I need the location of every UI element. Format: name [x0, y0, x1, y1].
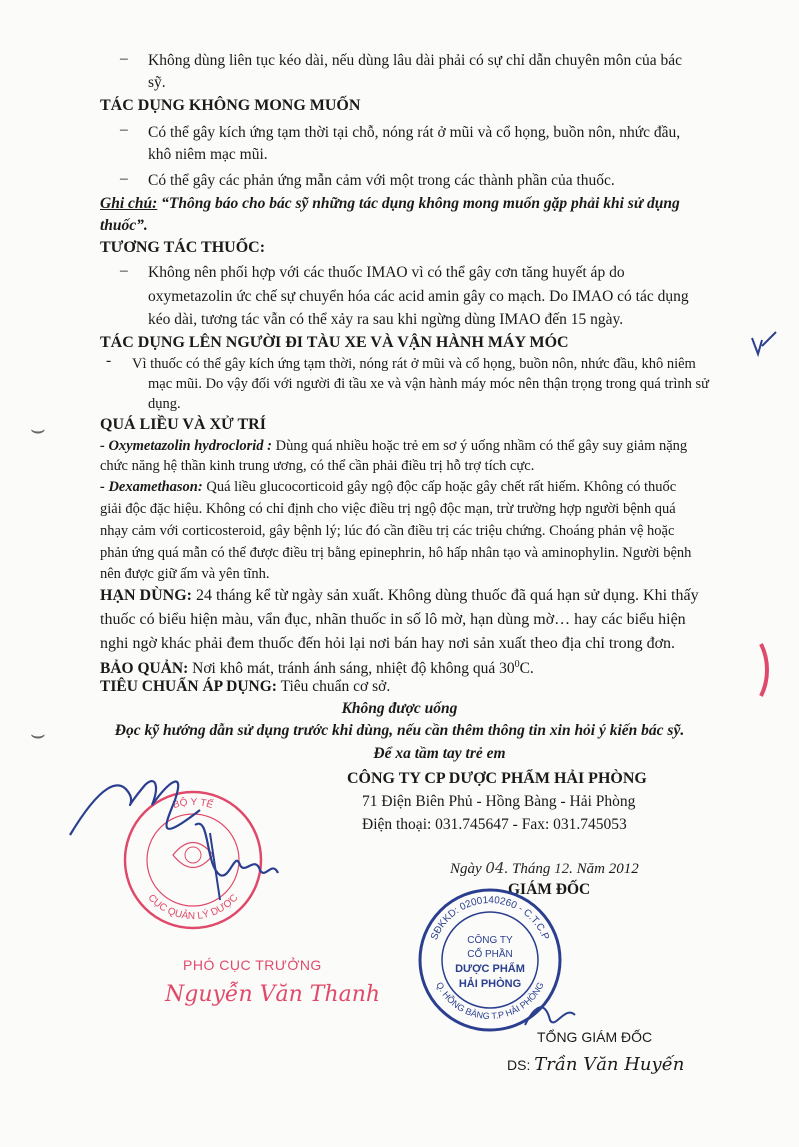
- overdose-item-1: [100, 436, 687, 456]
- usage-note-line-2: sỹ.: [148, 74, 166, 91]
- usage-note-line-1: Không dùng liên tục kéo dài, nếu dùng lâu dài phải có sự chỉ dẫn chuyên môn của bác: [148, 52, 682, 69]
- overdose-item-2-line-4: phản ứng quá mẫn có thể được điều trị bằng epinephrin, hô hấp nhân tạo và aminophylin. Người bệnh: [100, 545, 692, 561]
- official-title: PHÓ CỤC TRƯỞNG: [183, 957, 322, 973]
- driving-line-2: mạc mũi. Do vậy đối với người đi tầu xe và vận hành máy móc nên thận trọng trong quá trình sử: [148, 376, 709, 392]
- stamp-line-4: HẢI PHÒNG: [458, 978, 522, 990]
- side-effects-heading: TÁC DỤNG KHÔNG MONG MUỐN: [100, 97, 361, 114]
- shelf-life-line-3: nghi ngờ khác phải đem thuốc đến hỏi lại nơi bán hay nơi sản xuất theo địa chỉ trong đơn.: [100, 635, 676, 652]
- hole-punch-mark: ⌣: [30, 722, 46, 748]
- overdose-heading: QUÁ LIỀU VÀ XỬ TRÍ: [100, 416, 266, 433]
- agency-ring-bottom: CỤC QUẢN LÝ DƯỢC: [145, 892, 241, 923]
- overdose-item-2-line-5: nên được giữ ấm và yên tĩnh.: [100, 566, 270, 582]
- standard-label: TIÊU CHUẨN ÁP DỤNG:: [100, 678, 277, 695]
- stamp-line-3: DƯỢC PHẨM: [455, 963, 525, 975]
- warning-read-instructions: Đọc kỹ hướng dẫn sử dụng trước khi dùng, nếu cần thêm thông tin xin hỏi ý kiến bác sỹ.: [114, 722, 685, 739]
- company-phone: Điện thoại: 031.745647 - Fax: 031.745053: [362, 816, 627, 833]
- interactions-heading: TƯƠNG TÁC THUỐC:: [100, 239, 266, 256]
- side-effect-2: Có thể gây các phản ứng mẫn cảm với một trong các thành phần của thuốc.: [148, 172, 615, 189]
- side-effect-1-line-2: khô niêm mạc mũi.: [148, 146, 268, 163]
- director-name-text: Trần Văn Huyến: [534, 1054, 685, 1075]
- agency-ring-top: BỘ Y TẾ: [171, 796, 215, 812]
- shelf-life-line-2: thuốc có biểu hiện màu, vẩn đục, nhãn thuốc in số lô mờ, hạn dùng mờ… hay các biểu hiện: [100, 611, 686, 628]
- overdose-item-2-line-3: nhạy cảm với corticosteroid, gây bệnh lý; lúc đó cần điều trị các triệu chứng. Choáng phản vệ hoặc: [100, 523, 675, 539]
- shelf-life-text: 24 tháng kể từ ngày sản xuất. Không dùng thuốc đã quá hạn sử dụng. Khi thấy: [192, 587, 699, 604]
- shelf-life: [100, 586, 699, 606]
- storage: [100, 655, 534, 679]
- overdose-item-2-line-2: giải độc đặc hiệu. Không có chỉ định cho việc điều trị ngộ độc mạn, trừ trường hợp người bệnh quá: [100, 501, 676, 517]
- stamp-ring-top: SĐKKD: 0200140260 - C.T.C.P: [428, 894, 552, 942]
- overdose-item-1-label: - Oxymetazolin hydroclorid :: [100, 438, 272, 454]
- warning-keep-away: Để xa tầm tay trẻ em: [373, 745, 506, 762]
- bullet-dash: –: [120, 170, 128, 187]
- interactions-line-3: kéo dài, tương tác vẫn có thể xảy ra sau khi ngừng dùng IMAO đến 15 ngày.: [148, 311, 624, 328]
- side-effect-1-line-1: Có thể gây kích ứng tạm thời tại chỗ, nóng rát ở mũi và cổ họng, buồn nôn, nhức đầu,: [148, 124, 681, 141]
- note-text: “Thông báo cho bác sỹ những tác dụng không mong muốn gặp phải khi sử dụng: [157, 195, 680, 212]
- interactions-line-1: Không nên phối hợp với các thuốc IMAO vì có thể gây cơn tăng huyết áp do: [148, 264, 625, 281]
- storage-label: BẢO QUẢN:: [100, 660, 189, 678]
- company-name: CÔNG TY CP DƯỢC PHẨM HẢI PHÒNG: [347, 770, 647, 787]
- standard: [100, 677, 390, 697]
- director-title: GIÁM ĐỐC: [508, 881, 591, 898]
- director-name-prefix: DS:: [507, 1057, 531, 1073]
- overdose-item-2-text: Quá liều glucocorticoid gây ngộ độc cấp hoặc gây chết rất hiếm. Không có thuốc: [202, 479, 677, 495]
- storage-degree: 0: [514, 659, 520, 670]
- interactions-line-2: oxymetazolin ức chế sự chuyển hóa các acid amin gây co mạch. Do IMAO có tác dụng: [148, 288, 689, 305]
- driving-heading: TÁC DỤNG LÊN NGƯỜI ĐI TÀU XE VÀ VẬN HÀNH MÁY MÓC: [100, 334, 569, 351]
- official-name: Nguyễn Văn Thanh: [165, 982, 381, 1007]
- red-margin-mark-icon: [755, 640, 775, 700]
- bullet-dash: –: [120, 50, 128, 67]
- month-prefix: . Tháng: [504, 861, 551, 877]
- bullet-dash: –: [120, 121, 128, 138]
- stamp-line-1: CÔNG TY: [467, 935, 513, 946]
- reviewer-check-icon: [748, 330, 778, 360]
- standard-text: Tiêu chuẩn cơ sở.: [276, 678, 391, 695]
- year-part: . Năm 2012: [569, 861, 639, 877]
- shelf-life-label: HẠN DÙNG:: [100, 587, 192, 604]
- date-prefix: Ngày: [450, 861, 482, 877]
- date-month: 12: [554, 861, 570, 877]
- bullet-dash: –: [120, 262, 128, 279]
- driving-line-1: Vì thuốc có thể gây kích ứng tạm thời, nóng rát ở mũi và cổ họng, buồn nôn, nhức đầu, khô niêm: [132, 356, 696, 372]
- overdose-item-2: [100, 477, 676, 497]
- stamp-ring-bottom: Q. HỒNG BÀNG T.P HẢI PHÒNG: [434, 980, 546, 1022]
- director-position: TỔNG GIÁM ĐỐC: [537, 1029, 653, 1045]
- date-day: 04: [485, 859, 505, 877]
- sign-date: [450, 858, 639, 879]
- bullet-dash: -: [106, 352, 112, 369]
- driving-line-3: dụng.: [148, 396, 181, 412]
- official-signature-icon: [60, 755, 290, 915]
- overdose-item-2-label: - Dexamethason:: [100, 479, 203, 495]
- stamp-line-2: CỔ PHẦN: [467, 949, 513, 960]
- hole-punch-mark: ⌣: [30, 417, 46, 443]
- storage-text: Nơi khô mát, tránh ánh sáng, nhiệt độ không quá 30: [188, 660, 515, 678]
- note-label: Ghi chú:: [100, 195, 158, 212]
- side-effects-note: [100, 194, 680, 214]
- note-text-cont: thuốc”.: [100, 217, 148, 234]
- warning-no-swallow: Không được uống: [341, 700, 458, 717]
- overdose-item-1-text: Dùng quá nhiều hoặc trẻ em sơ ý uống nhầm có thể gây suy giảm nặng: [271, 438, 688, 454]
- director-name: [507, 1055, 684, 1075]
- overdose-item-1-cont: chức năng hệ thần kinh trung ương, có thể cần phải điều trị hỗ trợ tích cực.: [100, 458, 535, 474]
- company-address: 71 Điện Biên Phủ - Hồng Bàng - Hải Phòng: [362, 793, 636, 810]
- storage-unit: C.: [519, 660, 534, 678]
